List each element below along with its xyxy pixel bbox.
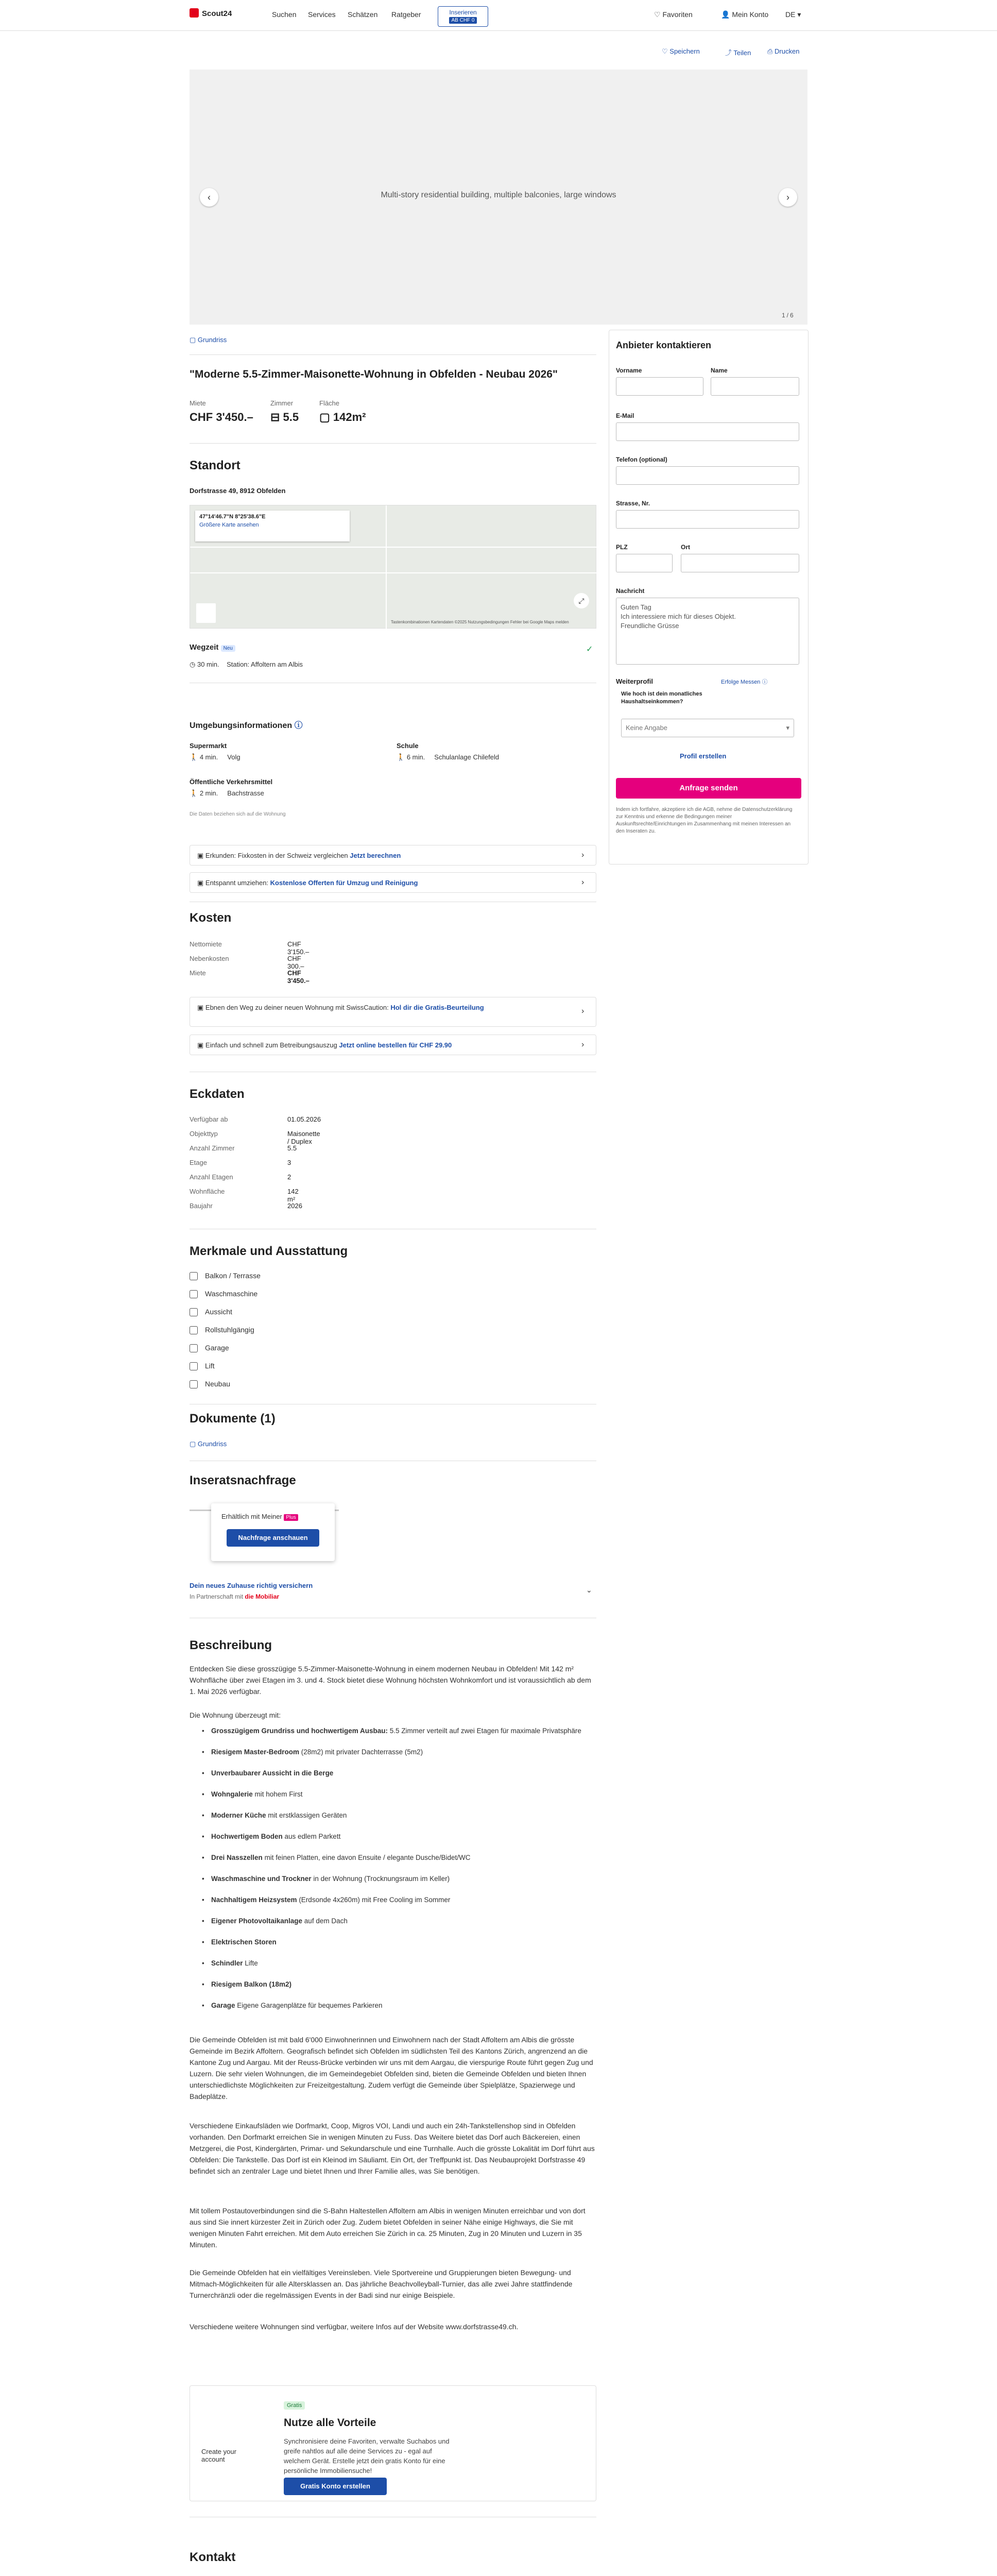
feature-item xyxy=(190,1344,229,1352)
moving-text: ▣ Entspannt umziehen: Kostenlose Offerten für Umzug und Reinigung xyxy=(197,879,418,887)
bullet-strong: Riesigem Master-Bedroom xyxy=(211,1748,300,1756)
description-paragraph: Mit tollem Postautoverbindungen sind die S-Bahn Haltestellen Affoltern am Albis in wenigen Minuten erreichbar und von dort aus sind Sie innert kürzester Zeit in Zürich oder Zug. Zudem bietet Obfelden in seiner Nähe einige Highways, die Sie mit wenigen Minuten Fahrt erreichen. Mit dem Auto erreichen Sie Zürich in ca. 25 Minuten, Zug in 20 Minuten und Luzern in 35 Minuten. xyxy=(190,2207,586,2249)
detail-key: Anzahl Etagen xyxy=(190,1173,233,1181)
bullet-strong: Grosszügigem Grundriss und hochwertigem Ausbau: xyxy=(211,1727,388,1735)
map-road xyxy=(190,572,597,573)
partner-label: In Partnerschaft mit xyxy=(190,1593,244,1600)
city-label: Ort xyxy=(681,544,690,551)
zip-input[interactable] xyxy=(616,554,673,572)
privacy-note: Indem ich fortfahre, akzeptiere ich die AGB, nehme die Datenschutzerklärung zur Kenntnis und erkenne die Bedingungen meiner Auskunftsrechte/Einrichtungen im Zusammenhang mit meinen Interessen an den Inseraten zu. xyxy=(616,807,793,834)
map-expand-icon[interactable]: ⤢ xyxy=(574,593,589,608)
gallery-prev-button[interactable]: ‹ xyxy=(200,188,218,207)
cost-key: Nettomiete xyxy=(190,940,222,948)
nav-schaetzen[interactable]: Schätzen xyxy=(348,10,378,19)
garage-icon xyxy=(190,1344,198,1352)
mobiliar-logo: die Mobiliar xyxy=(245,1593,280,1600)
description-bullet xyxy=(211,1768,597,1778)
view-icon xyxy=(190,1308,198,1316)
description-bullet xyxy=(211,1874,597,1884)
new-badge: Neu xyxy=(221,645,235,652)
detail-value: 2 xyxy=(287,1173,291,1181)
insert-button[interactable] xyxy=(438,6,488,27)
gallery-counter: 1/6 xyxy=(782,312,795,319)
feature-label: Garage xyxy=(205,1344,229,1352)
transport-row: 🚶 2 min. Bachstrasse xyxy=(190,789,264,797)
feature-label: Waschmaschine xyxy=(205,1290,258,1298)
chevron-right-icon: › xyxy=(581,851,585,859)
washing-machine-icon xyxy=(190,1290,198,1298)
description-bullet xyxy=(211,2001,597,2011)
favorites-label: Favoriten xyxy=(662,10,693,19)
bullet-text: Lifte xyxy=(243,1959,258,1967)
commute-title xyxy=(190,643,235,652)
user-icon: 👤 xyxy=(721,10,732,19)
message-textarea[interactable]: Guten Tag Ich interessiere mich für dieses Objekt. Freundliche Grüsse xyxy=(616,598,799,665)
street-label: Strasse, Nr. xyxy=(616,500,650,507)
fixcost-label: Erkunden: Fixkosten in der Schweiz vergleichen xyxy=(205,852,348,859)
fixcost-promo[interactable] xyxy=(190,845,596,866)
feature-label: Rollstuhlgängig xyxy=(205,1326,254,1334)
learn-more-link[interactable]: Erfolge Messen ⓘ xyxy=(721,679,768,685)
document-label: Grundriss xyxy=(197,1440,227,1448)
bullet-text: 5.5 Zimmer verteilt auf zwei Etagen für maximale Privatsphäre xyxy=(388,1727,581,1735)
form-title: Anbieter kontaktieren xyxy=(616,340,712,350)
fixcost-text: ▣ Erkunden: Fixkosten in der Schweiz vergleichen Jetzt berechnen xyxy=(197,852,401,859)
save-label: Speichern xyxy=(669,47,700,55)
description-bullet xyxy=(211,1747,597,1757)
gallery-image: Multi-story residential building, multiple balconies, large windows xyxy=(381,191,616,199)
chevron-right-icon: › xyxy=(581,1007,585,1015)
detail-key: Anzahl Zimmer xyxy=(190,1144,235,1152)
chevron-down-icon[interactable]: ⌄ xyxy=(586,1586,592,1594)
description-bullet xyxy=(211,1979,597,1990)
swisscaution-label: Ebnen den Weg zu deiner neuen Wohnung mit SwissCaution: xyxy=(205,1004,389,1011)
description-title: Beschreibung xyxy=(190,1638,272,1652)
bullet-strong: Moderner Küche xyxy=(211,1811,266,1819)
description-bullet xyxy=(211,1895,597,1905)
free-badge: Gratis xyxy=(284,2401,305,2410)
language-label: DE xyxy=(785,10,796,19)
balcony-icon xyxy=(190,1272,198,1280)
document-link[interactable]: ▢ Grundriss xyxy=(190,1440,227,1448)
create-profile-link[interactable]: Profil erstellen xyxy=(680,752,727,760)
debt-extract-label: Einfach und schnell zum Betreibungsauszug xyxy=(205,1041,337,1049)
rooms-label: Zimmer xyxy=(270,399,294,407)
bullet-strong: Riesigem Balkon (18m2) xyxy=(211,1980,292,1988)
bullet-text: mit feinen Platten, eine davon Ensuite / elegante Dusche/Bidet/WC xyxy=(262,1854,471,1861)
costs-title: Kosten xyxy=(190,911,232,925)
description-bullet xyxy=(211,1726,597,1736)
debt-extract-promo[interactable] xyxy=(190,1035,596,1055)
cost-key: Nebenkosten xyxy=(190,955,229,962)
brand-name[interactable]: Scout24 xyxy=(202,9,232,18)
transport-time: 2 min. xyxy=(199,789,218,797)
check-icon: ✓ xyxy=(586,645,593,654)
bullet-text: auf dem Dach xyxy=(302,1917,348,1925)
features-title: Merkmale und Ausstattung xyxy=(190,1244,348,1258)
feature-label: Aussicht xyxy=(205,1308,232,1316)
insert-label: Inserieren xyxy=(449,9,477,16)
surroundings-title xyxy=(190,719,303,731)
lift-icon xyxy=(190,1362,198,1370)
promo-title: Nutze alle Vorteile xyxy=(284,2417,376,2429)
street-input[interactable] xyxy=(616,510,799,529)
firstname-input[interactable] xyxy=(616,377,703,396)
tooltip-text xyxy=(221,1513,298,1520)
bullet-text: (Erdsonde 4x260m) mit Free Cooling im Sommer xyxy=(297,1896,451,1904)
swisscaution-link[interactable]: Hol dir die Gratis-Beurteilung xyxy=(390,1004,484,1011)
mobiliar-row xyxy=(190,1593,279,1600)
firstname-label: Vorname xyxy=(616,367,642,374)
fixcost-link[interactable]: Jetzt berechnen xyxy=(350,852,401,859)
swisscaution-text: ▣ Ebnen den Weg zu deiner neuen Wohnung mit SwissCaution: Hol dir die Gratis-Beurteilung xyxy=(197,1004,484,1011)
moving-promo[interactable] xyxy=(190,872,596,893)
address xyxy=(190,487,285,495)
rent-label: Miete xyxy=(190,399,206,407)
image-gallery[interactable] xyxy=(190,70,807,325)
new-building-icon xyxy=(190,1380,198,1388)
detail-value: 2026 xyxy=(287,1202,302,1210)
surroundings-title-text: Umgebungsinformationen xyxy=(190,721,293,730)
info-icon[interactable]: ⓘ xyxy=(294,721,303,730)
tooltip-label: Erhältlich mit Meiner xyxy=(221,1513,282,1520)
insurance-link[interactable]: Dein neues Zuhause richtig versichern xyxy=(190,1582,313,1589)
zip-label: PLZ xyxy=(616,544,628,551)
map-copyright: Tastenkombinationen Kartendaten ©2025 Nutzungsbedingungen Fehler bei Google Maps melden xyxy=(391,620,569,624)
description-bullet xyxy=(211,1937,597,1947)
rent-value: CHF 3'450.– xyxy=(190,411,253,423)
detail-value: Maisonette / Duplex xyxy=(287,1130,320,1145)
insert-badge: AB CHF 0 xyxy=(449,17,476,24)
detail-key: Baujahr xyxy=(190,1202,213,1210)
bullet-strong: Eigener Photovoltaikanlage xyxy=(211,1917,303,1925)
feature-item xyxy=(190,1380,230,1388)
cost-value: CHF 3'150.– xyxy=(287,940,310,956)
supermarket-name: Volg xyxy=(227,753,240,761)
school-time: 6 min. xyxy=(406,753,425,761)
email-input[interactable] xyxy=(616,422,799,441)
cost-value: CHF 300.– xyxy=(287,955,304,970)
language-select[interactable]: DE ▾ xyxy=(785,10,801,19)
create-account-button[interactable]: Gratis Konto erstellen xyxy=(284,2478,387,2495)
swisscaution-promo[interactable] xyxy=(190,997,596,1027)
feature-label: Neubau xyxy=(205,1380,231,1388)
feature-item xyxy=(190,1308,232,1316)
supermarket-label: Supermarkt xyxy=(190,742,227,750)
map-larger-link[interactable]: Größere Karte ansehen xyxy=(199,522,259,528)
school-row: 🚶 6 min. Schulanlage Chilefeld xyxy=(397,753,500,761)
school-name: Schulanlage Chilefeld xyxy=(434,753,500,761)
location-title: Standort xyxy=(190,459,240,472)
promo-text: Synchronisiere deine Favoriten, verwalte Suchabos und greife nahtlos auf alle deine Services zu - egal auf welchem Gerät. Erstelle jetzt dein gratis Konto für eine persönliche Immobiliensuche! xyxy=(284,2437,450,2475)
description-bullet xyxy=(211,1832,597,1842)
map-road xyxy=(386,505,387,629)
bullet-text: (28m2) mit privater Dachterrasse (5m2) xyxy=(299,1748,423,1756)
debt-extract-text: ▣ Einfach und schnell zum Betreibungsauszug Jetzt online bestellen für CHF 29.90 xyxy=(197,1041,452,1049)
print-label: Drucken xyxy=(775,47,800,55)
detail-key: Wohnfläche xyxy=(190,1188,225,1195)
map-road xyxy=(190,547,597,548)
bullet-strong: Drei Nasszellen xyxy=(211,1854,263,1861)
area-value xyxy=(319,411,366,424)
more-questions-title: Weiterprofil xyxy=(616,677,653,685)
income-question: Wie hoch ist dein monatliches Haushaltseinkommen? xyxy=(621,691,702,705)
commute-title-text: Wegzeit xyxy=(190,643,219,652)
feature-label: Balkon / Terrasse xyxy=(205,1272,261,1280)
plus-badge: Plus xyxy=(284,1514,298,1521)
map-info-card xyxy=(195,511,350,541)
floorplan-label: Grundriss xyxy=(197,336,227,344)
contact-title: Kontakt xyxy=(190,2550,236,2564)
bullet-text: mit hohem First xyxy=(252,1790,303,1798)
chevron-right-icon: › xyxy=(581,878,585,887)
view-demand-button[interactable]: Nachfrage anschauen xyxy=(227,1529,319,1547)
map-thumbnail[interactable] xyxy=(196,603,216,623)
debt-extract-link[interactable]: Jetzt online bestellen für CHF 29.90 xyxy=(339,1041,452,1049)
rooms-text: 5.5 xyxy=(283,411,299,423)
detail-value: 142 m² xyxy=(287,1188,299,1203)
description-bullet xyxy=(211,1958,597,1969)
message-label: Nachricht xyxy=(616,587,645,595)
nav-suchen[interactable]: Suchen xyxy=(272,10,297,19)
feature-label: Lift xyxy=(205,1362,215,1370)
detail-value: 01.05.2026 xyxy=(287,1115,321,1123)
bullet-strong: Nachhaltigem Heizsystem xyxy=(211,1896,297,1904)
feature-item xyxy=(190,1272,261,1280)
bullet-strong: Schindler xyxy=(211,1959,243,1967)
print-button[interactable]: ⎙ Drucken xyxy=(767,47,800,55)
bed-icon: ⊟ xyxy=(270,411,283,423)
area-icon: ▢ xyxy=(319,411,333,423)
nav-services[interactable]: Services xyxy=(308,10,336,19)
address-text: Dorfstrasse 49, 8912 Obfelden xyxy=(190,487,286,495)
divider xyxy=(190,443,596,444)
description-paragraph: Verschiedene weitere Wohnungen sind verfügbar, weitere Infos auf der Website www.dorfstrasse49.ch. xyxy=(190,2323,519,2331)
documents-title: Dokumente (1) xyxy=(190,1412,276,1426)
chevron-right-icon: › xyxy=(581,1040,585,1049)
bullet-strong: Wohngalerie xyxy=(211,1790,253,1798)
cost-value: CHF 3'450.– xyxy=(287,969,310,985)
feature-item xyxy=(190,1362,215,1370)
gallery-next-button[interactable]: › xyxy=(779,188,797,207)
share-label: Teilen xyxy=(733,49,751,57)
phone-input[interactable] xyxy=(616,466,799,485)
area-text: 142m² xyxy=(333,411,366,423)
phone-label: Telefon (optional) xyxy=(616,456,667,463)
surroundings-note: Die Daten beziehen sich auf die Wohnung xyxy=(190,811,286,817)
bullet-text: aus edlem Parkett xyxy=(282,1833,341,1840)
description-bullet xyxy=(211,1789,597,1800)
commute-time: 30 min. xyxy=(197,660,219,668)
listing-title: "Moderne 5.5-Zimmer-Maisonette-Wohnung in Obfelden - Neubau 2026" xyxy=(190,368,558,380)
feature-item xyxy=(190,1290,257,1298)
description-bullet xyxy=(211,1853,597,1863)
email-label: E-Mail xyxy=(616,412,634,419)
clock-icon: ◷ xyxy=(190,660,197,668)
supermarket-time: 4 min. xyxy=(199,753,218,761)
lastname-input[interactable] xyxy=(711,377,799,396)
area-label: Fläche xyxy=(319,399,340,407)
demand-title: Inseratsnachfrage xyxy=(190,1473,296,1487)
send-request-button[interactable]: Anfrage senden xyxy=(616,778,801,799)
details-title: Eckdaten xyxy=(190,1087,245,1101)
logo-icon[interactable] xyxy=(190,8,199,18)
moving-link[interactable]: Kostenlose Offerten für Umzug und Reinigung xyxy=(270,879,418,887)
detail-value: 5.5 xyxy=(287,1144,297,1152)
supermarket-row: 🚶 4 min. Volg xyxy=(190,753,240,761)
bullet-text: mit erstklassigen Geräten xyxy=(266,1811,347,1819)
transport-name: Bachstrasse xyxy=(227,789,264,797)
rooms-value xyxy=(270,411,299,424)
school-label: Schule xyxy=(397,742,419,750)
bullet-text: Eigene Garagenplätze für bequemes Parkieren xyxy=(235,2002,383,2009)
moving-label: Entspannt umziehen: xyxy=(205,879,269,887)
bullet-strong: Unverbaubarer Aussicht in die Berge xyxy=(211,1769,334,1777)
floorplan-link[interactable]: ▢ Grundriss xyxy=(190,336,227,344)
site-header xyxy=(0,0,997,31)
account-promo xyxy=(190,2385,596,2501)
nav-ratgeber[interactable]: Ratgeber xyxy=(391,10,421,19)
share-button[interactable]: ⤴ Teilen xyxy=(725,49,751,57)
promo-left-text: Create your account xyxy=(201,2448,236,2463)
favorites-link[interactable] xyxy=(654,10,693,19)
description-bullet xyxy=(211,1810,597,1821)
description-lead: Die Wohnung überzeugt mit: xyxy=(190,1711,281,1719)
detail-key: Verfügbar ab xyxy=(190,1115,228,1123)
income-select[interactable]: Keine Angabe ▾ xyxy=(621,719,794,737)
cost-key: Miete xyxy=(190,969,206,977)
lastname-label: Name xyxy=(711,367,728,374)
description-paragraph: Verschiedene Einkaufsläden wie Dorfmarkt, Coop, Migros VOI, Landi und auch ein 24h-Tankstellenshop sind in Obfelden vorhanden. Den Dorfmarkt erreichen Sie in wenigen Minuten zu Fuss. Das Weitere bietet das Dorf auch Bäckereien, einen Metzgerei, die Post, Kindergärten, Primar- und Sekundarschule und eine Turnhalle. Auch die grösste Lokalität im Dorf führt aus Obfelden: Die Tankstelle. Das Dorf ist ein Kleinod im Säuliamt. Ein Ort, der Treffpunkt ist. Das Neubauprojekt Dorfstrasse 49 befindet sich an zentraler Lage und bietet Ihnen und Ihrer Familie alles, was Sie benötigen. xyxy=(190,2122,595,2175)
wheelchair-icon xyxy=(190,1326,198,1334)
account-label: Mein Konto xyxy=(732,10,769,19)
feature-item xyxy=(190,1326,254,1334)
demand-tooltip xyxy=(211,1503,335,1561)
commute-row[interactable] xyxy=(190,660,303,669)
description-paragraph: Die Gemeinde Obfelden ist mit bald 6'000 Einwohnerinnen und Einwohnern nach der Stadt Affoltern am Albis die grösste Gemeinde im Bezirk Affoltern. Geografisch befindet sich Obfelden im südlichsten Teil des Kantons Zürich, angrenzend an die Kantone Zug und Aargau. Mit der Reuss-Brücke verbinden wir uns mit dem Aargau, die vierspurige Route führt gegen Zug und Luzern. Die sehr vielen Wohnungen, die im Gemeindegebiet Obfelden sind, bieten die Gemeinde Obfelden und bieten Ihnen unterschiedlichste Möglichkeiten zur Freizeitgestaltung. Zudem verfügt die Gemeinde über Spielplätze, Spazierwege und Badeplätze. xyxy=(190,2036,593,2100)
map-coords: 47°14'46.7"N 8°25'38.6"E xyxy=(199,514,266,520)
heart-icon: ♡ xyxy=(654,10,663,19)
divider xyxy=(190,354,596,355)
bullet-strong: Garage xyxy=(211,2002,235,2009)
description-paragraph: Die Gemeinde Obfelden hat ein vielfältiges Vereinsleben. Viele Sportvereine und Gruppierungen bieten Bewegung- und Mitmach-Möglichkeiten für alle Altersklassen an. Das jährliche Beachvolleyball-Turnier, das alle zwei Jahre stattfindende Turnerchränzli oder die regelmässigen Events in der Badi sind nur einige Beispiele. xyxy=(190,2268,573,2299)
description-bullet xyxy=(211,1916,597,1926)
city-input[interactable] xyxy=(681,554,799,572)
detail-key: Objekttyp xyxy=(190,1130,218,1138)
bullet-text: in der Wohnung (Trocknungsraum im Keller) xyxy=(311,1875,450,1883)
account-link[interactable] xyxy=(721,10,768,19)
save-button[interactable]: ♡ Speichern xyxy=(662,47,700,55)
bullet-strong: Elektrischen Storen xyxy=(211,1938,277,1946)
bullet-strong: Hochwertigem Boden xyxy=(211,1833,283,1840)
map[interactable] xyxy=(190,505,596,629)
detail-value: 3 xyxy=(287,1159,291,1166)
bullet-strong: Waschmaschine und Trockner xyxy=(211,1875,312,1883)
transport-label: Öffentliche Verkehrsmittel xyxy=(190,778,273,786)
commute-destination: Station: Affoltern am Albis xyxy=(227,660,303,668)
description-intro: Entdecken Sie diese grosszügige 5.5-Zimmer-Maisonette-Wohnung in einem modernen Neubau in Obfelden! Mit 142 m² Wohnfläche über zwei Etagen im 3. und 4. Stock bietet diese Wohnung höchsten Wohnkomfort und ist voraussichtlich ab dem 1. Mai 2026 verfügbar. xyxy=(190,1665,591,1696)
detail-key: Etage xyxy=(190,1159,207,1166)
